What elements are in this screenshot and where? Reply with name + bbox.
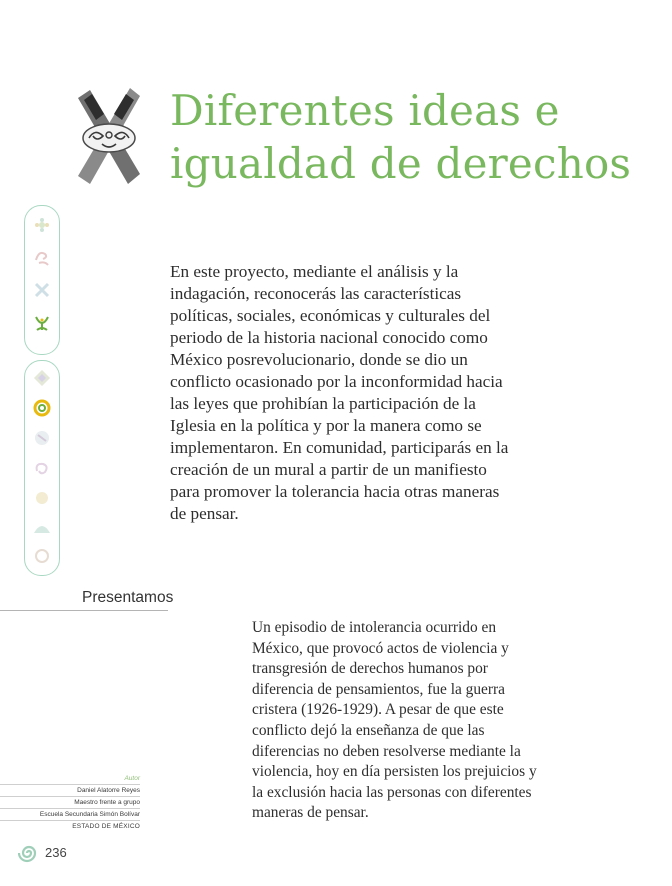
circle-glyph-icon bbox=[33, 429, 51, 447]
page-title: Diferentes ideas e igualdad de derechos bbox=[170, 86, 632, 188]
sun-icon bbox=[33, 489, 51, 507]
credit-school: Escuela Secundaria Simón Bolívar bbox=[0, 809, 140, 821]
side-strip-top bbox=[24, 205, 60, 355]
section-heading: Presentamos bbox=[82, 589, 174, 606]
section-paragraph: Un episodio de intolerancia ocurrido en México, que provocó actos de violencia y transgresión de derechos humanos por diferencia de pensamientos, fue la guerra cristera (1926-1929). A pesar de que este conflicto dejó la enseñanza de que las diferencias no deben resolverse mediante la violencia, hoy en día persisten los prejuicios y la exclusión hacia las personas con diferentes maneras de pensar. bbox=[252, 619, 537, 822]
credit-state: ESTADO DE MÉXICO bbox=[72, 823, 140, 830]
swirl-icon bbox=[33, 248, 51, 266]
section-divider bbox=[0, 610, 168, 611]
spiral-icon bbox=[33, 399, 51, 417]
person-icon bbox=[33, 314, 51, 332]
cross-ornament-icon bbox=[33, 281, 51, 299]
credit-role: Autor bbox=[0, 773, 140, 785]
intro-paragraph: En este proyecto, mediante el análisis y la indagación, reconocerás las características políticas, sociales, económicas y culturales del periodo de la historia nacional conocido como México posrevolucionario, donde se dio un conflicto ocasionado por la inconformidad hacia las leyes que prohibían la participación de la Iglesia en la política y por la manera como se implementaron. En comunidad, participarás en la creación de un mural a partir de un manifiesto para promover la tolerancia hacia otras maneras de pensar. bbox=[170, 262, 509, 523]
loop-icon bbox=[33, 459, 51, 477]
diamond-icon bbox=[33, 369, 51, 387]
credit-name: Daniel Alatorre Reyes bbox=[0, 785, 140, 797]
crossed-emblem-icon bbox=[74, 88, 144, 188]
mound-icon bbox=[33, 519, 51, 537]
page-number: 236 bbox=[45, 845, 67, 860]
flower-icon bbox=[33, 216, 51, 234]
author-credits bbox=[0, 773, 140, 832]
ring-icon bbox=[33, 547, 51, 565]
spiral-page-badge-icon bbox=[18, 842, 40, 864]
credit-position: Maestro frente a grupo bbox=[0, 797, 140, 809]
side-strip-bottom bbox=[24, 360, 60, 576]
